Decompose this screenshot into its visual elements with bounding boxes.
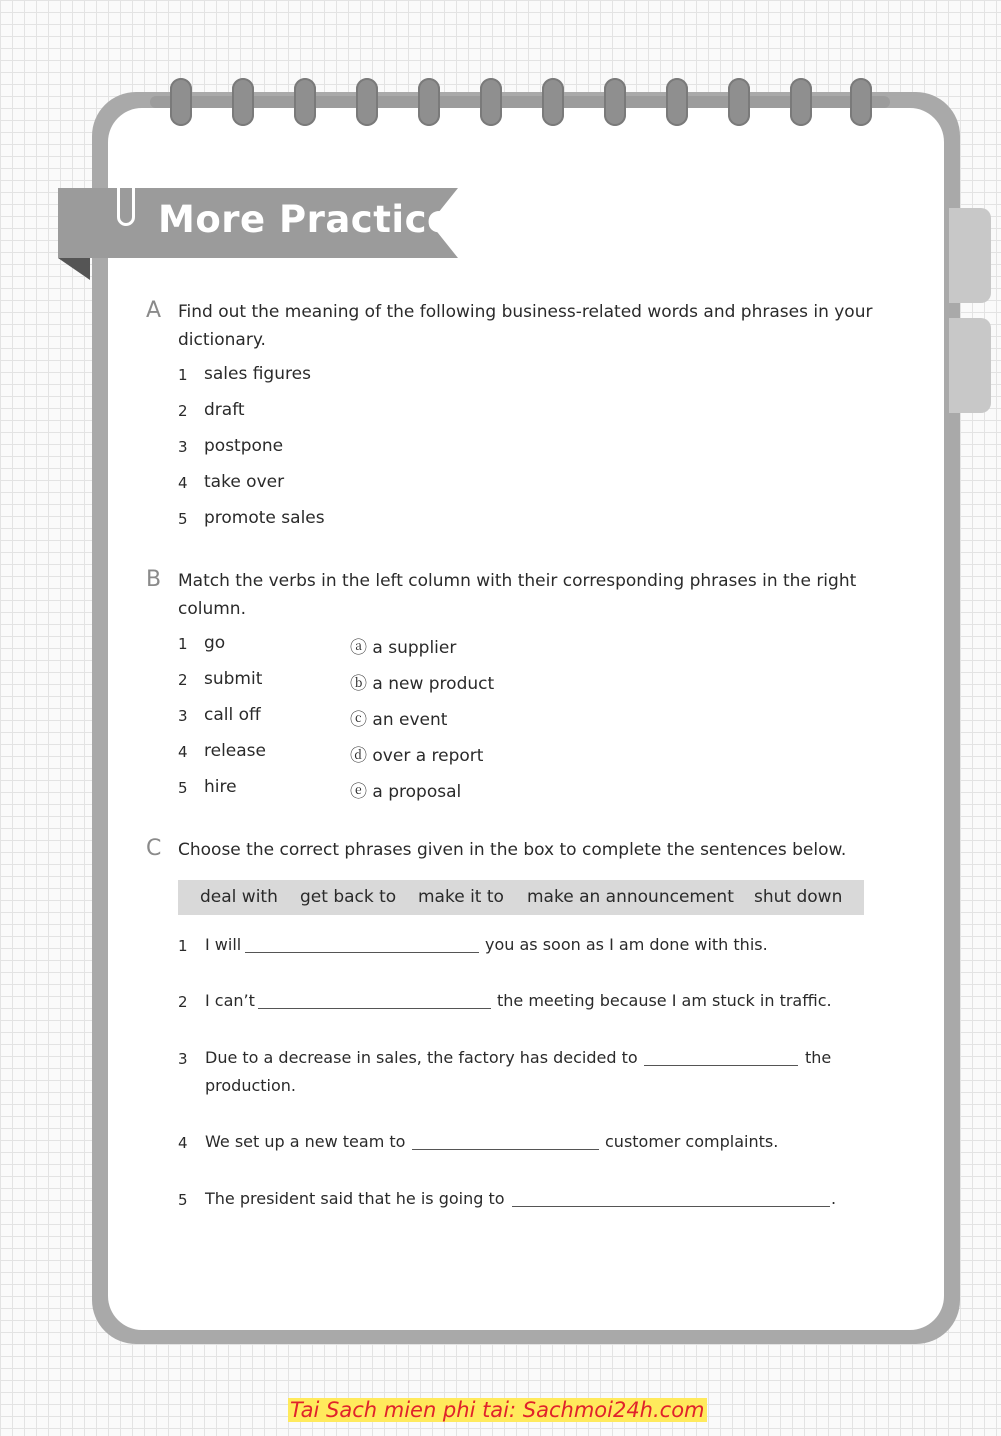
phrase-option: get back to xyxy=(300,887,397,907)
match-phrase: ⓑ a new product xyxy=(350,674,495,694)
phrase-option: deal with xyxy=(200,887,278,907)
binder-ring-icon xyxy=(480,78,502,126)
sentence-text: production. xyxy=(205,1076,296,1095)
match-phrase: ⓒ an event xyxy=(350,710,448,730)
match-phrase: ⓓ over a report xyxy=(350,746,484,766)
vocab-item: take over xyxy=(204,472,285,492)
answer-blank[interactable] xyxy=(412,1149,599,1150)
section-a-instruction: Find out the meaning of the following business-related words and phrases in your dictionary. xyxy=(178,302,873,350)
sentence-text: . xyxy=(831,1189,837,1208)
paperclip-icon xyxy=(117,170,135,226)
binder-ring-icon xyxy=(542,78,564,126)
binder-ring-icon xyxy=(356,78,378,126)
side-tab xyxy=(949,318,991,413)
banner-fold xyxy=(58,258,90,280)
answer-blank[interactable] xyxy=(258,1008,491,1009)
binder-ring-icon xyxy=(790,78,812,126)
match-verb: go xyxy=(204,633,226,653)
item-number: 1 xyxy=(178,937,188,955)
vocab-item: sales figures xyxy=(204,364,311,384)
binder-ring-icon xyxy=(232,78,254,126)
binder-ring-icon xyxy=(170,78,192,126)
item-number: 2 xyxy=(178,402,188,420)
match-verb: submit xyxy=(204,669,263,689)
section-b-instruction: Match the verbs in the left column with their corresponding phrases in the right column. xyxy=(178,571,857,619)
item-number: 5 xyxy=(178,779,188,797)
sentence-text: the xyxy=(805,1048,832,1067)
item-number: 2 xyxy=(178,993,188,1011)
sentence-text: I can’t xyxy=(205,991,255,1010)
match-phrase: ⓔ a proposal xyxy=(350,782,462,802)
vocab-item: draft xyxy=(204,400,245,420)
item-number: 3 xyxy=(178,438,188,456)
vocab-item: promote sales xyxy=(204,508,325,528)
binder-ring-icon xyxy=(418,78,440,126)
binder-ring-icon xyxy=(850,78,872,126)
match-verb: call off xyxy=(204,705,261,725)
section-b-letter: B xyxy=(146,567,162,592)
phrase-option: shut down xyxy=(754,887,843,907)
match-phrase: ⓐ a supplier xyxy=(350,638,457,658)
section-c-instruction: Choose the correct phrases given in the box to complete the sentences below. xyxy=(178,840,847,860)
section-c-letter: C xyxy=(146,836,162,861)
sentence-text: Due to a decrease in sales, the factory has decided to xyxy=(205,1048,638,1067)
item-number: 3 xyxy=(178,707,188,725)
phrase-option: make it to xyxy=(418,887,504,907)
item-number: 5 xyxy=(178,510,188,528)
phrase-option: make an announcement xyxy=(527,887,734,907)
sentence-text: I will xyxy=(205,935,242,954)
sentence-text: you as soon as I am done with this. xyxy=(485,935,768,954)
item-number: 4 xyxy=(178,1134,188,1152)
item-number: 5 xyxy=(178,1191,188,1209)
item-number: 1 xyxy=(178,635,188,653)
watermark: Tai Sach mien phi tai: Sachmoi24h.com xyxy=(290,1398,705,1422)
match-verb: release xyxy=(204,741,266,761)
answer-blank[interactable] xyxy=(512,1206,830,1207)
item-number: 1 xyxy=(178,366,188,384)
item-number: 2 xyxy=(178,671,188,689)
phrase-box xyxy=(178,880,864,915)
vocab-item: postpone xyxy=(204,436,284,456)
answer-blank[interactable] xyxy=(245,952,479,953)
binder-ring-icon xyxy=(728,78,750,126)
sentence-text: The president said that he is going to xyxy=(205,1189,505,1208)
binder-ring-icon xyxy=(604,78,626,126)
sentence-text: customer complaints. xyxy=(605,1132,779,1151)
binder-rings xyxy=(150,72,890,132)
page-title: More Practice xyxy=(158,198,453,241)
match-verb: hire xyxy=(204,777,237,797)
item-number: 4 xyxy=(178,474,188,492)
sentence-text: We set up a new team to xyxy=(205,1132,406,1151)
section-a-letter: A xyxy=(146,298,162,323)
answer-blank[interactable] xyxy=(644,1065,798,1066)
ring-bar xyxy=(150,96,890,108)
sentence-text: the meeting because I am stuck in traffic. xyxy=(497,991,832,1010)
item-number: 3 xyxy=(178,1050,188,1068)
item-number: 4 xyxy=(178,743,188,761)
binder-ring-icon xyxy=(666,78,688,126)
binder-ring-icon xyxy=(294,78,316,126)
side-tab xyxy=(949,208,991,303)
